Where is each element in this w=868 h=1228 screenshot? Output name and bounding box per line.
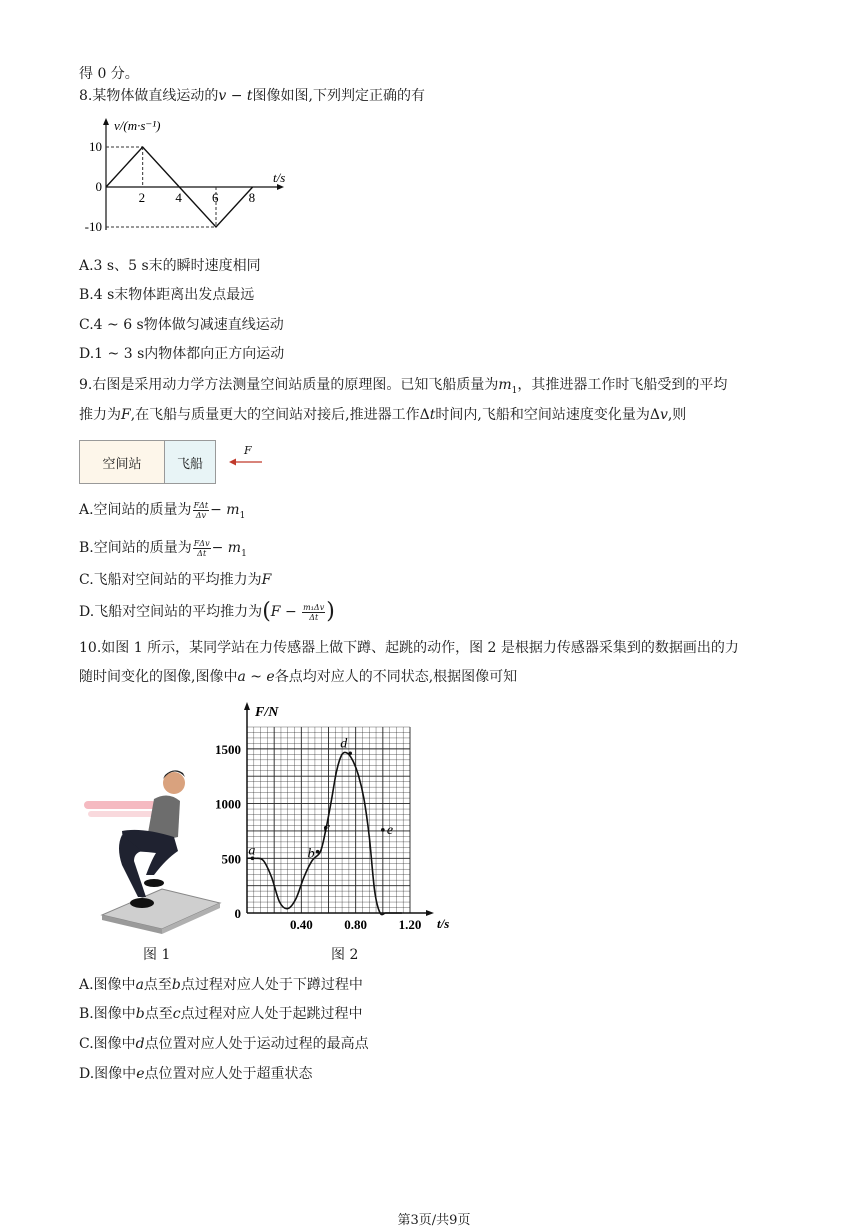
ft-y-arrow <box>244 702 250 710</box>
vt-x-axis-label: t/s <box>273 170 286 185</box>
ft-y-tick-label: 1500 <box>215 741 241 757</box>
q8-option-a[interactable]: A.3 s、5 s末的瞬时速度相同 <box>79 258 261 274</box>
ft-point-label-e: e <box>386 822 394 838</box>
vt-y-axis-label: v/(m·s⁻¹) <box>114 118 161 133</box>
ft-point-label-a: a <box>248 843 256 859</box>
ft-y-tick-label: 1000 <box>215 796 241 812</box>
q8-option-c[interactable]: C.4 ~ 6 s物体做匀减速直线运动 <box>79 317 284 333</box>
vt-x-tick-label: 6 <box>212 190 219 205</box>
force-label: F <box>244 444 252 457</box>
vt-x-tick-label: 2 <box>138 190 146 205</box>
ft-point-d <box>348 751 352 755</box>
q10-option-c[interactable]: C.图像中d点位置对应人处于运动过程的最高点 <box>79 1036 369 1052</box>
ft-y-axis-label: F/N <box>255 705 279 720</box>
page-footer: 第3页/共9页 <box>397 1213 471 1228</box>
ft-point-e <box>381 828 385 832</box>
q9-stem-line2: 推力为F,在飞船与质量更大的空间站对接后,推进器工作Δt时间内,飞船和空间站速度变化量为Δv,则 <box>79 407 687 423</box>
q9-option-b[interactable]: B.空间站的质量为 $\frac{\text{FΔv}}{\Delta t}$ − $m_1$ <box>79 538 247 559</box>
q10-option-a[interactable]: A.图像中a点至b点过程对应人处于下蹲过程中 <box>79 977 363 993</box>
q9-option-c[interactable]: C.飞船对空间站的平均推力为F <box>79 572 272 588</box>
ft-point-label-c: c <box>323 820 331 836</box>
ft-x-tick-label: 0.40 <box>289 917 313 932</box>
q10-option-d[interactable]: D.图像中e点位置对应人处于超重状态 <box>79 1066 313 1082</box>
vt-chart <box>80 112 310 247</box>
vt-y-arrow <box>103 118 109 125</box>
fig1-caption: 图 1 <box>143 947 171 963</box>
ft-x-tick-label: 1.20 <box>398 917 422 932</box>
ft-chart <box>205 700 455 935</box>
ft-x-arrow <box>426 910 434 916</box>
space-station-box: 空间站 <box>79 440 165 484</box>
vt-y-tick-label: 10 <box>89 139 102 154</box>
vt-x-tick-label: 4 <box>175 190 182 205</box>
q10-option-b[interactable]: B.图像中b点至c点过程对应人处于起跳过程中 <box>79 1006 363 1022</box>
ft-point-label-d: d <box>340 736 348 752</box>
ft-point-label-b: b <box>307 846 315 862</box>
fig2-caption: 图 2 <box>331 947 359 963</box>
vt-x-tick-label: 8 <box>248 190 256 205</box>
q10-stem-line2: 随时间变化的图像,图像中a ~ e各点均对应人的不同状态,根据图像可知 <box>79 669 518 685</box>
q8-option-b[interactable]: B.4 s末物体距离出发点最远 <box>79 287 255 303</box>
q8-option-d[interactable]: D.1 ~ 3 s内物体都向正方向运动 <box>79 346 285 362</box>
ft-x-tick-label: 0.80 <box>344 917 368 932</box>
ft-y-tick-label: 500 <box>221 851 241 867</box>
ft-point-b <box>316 850 320 854</box>
ft-x-axis-label: t/s <box>437 916 450 931</box>
q9-option-d[interactable]: D.飞船对空间站的平均推力为(F − $\frac{\text{m₁Δv}}{\Delta t}$ ) <box>79 599 335 624</box>
q8-stem: 8.某物体做直线运动的v − t图像如图,下列判定正确的有 <box>79 88 425 104</box>
vt-y-tick-label: -10 <box>84 219 102 234</box>
spaceship-box: 飞船 <box>164 440 216 484</box>
q9-option-a[interactable]: A.空间站的质量为 $\frac{\text{FΔt}}{\Delta v}$ − $m_1$ <box>79 500 246 521</box>
q10-stem-line1: 10.如图 1 所示，某同学站在力传感器上做下蹲、起跳的动作，图 2 是根据力传感器采集到的数据画出的力 <box>79 640 739 656</box>
prev-question-tail: 得 0 分。 <box>79 66 139 82</box>
ft-y-tick-label: 0 <box>234 906 241 921</box>
vt-y-tick-label: 0 <box>95 179 102 194</box>
q9-stem-line1: 9.右图是采用动力学方法测量空间站质量的原理图。已知飞船质量为$m_1$，其推进器工作时飞船受到的平均 <box>79 377 728 396</box>
